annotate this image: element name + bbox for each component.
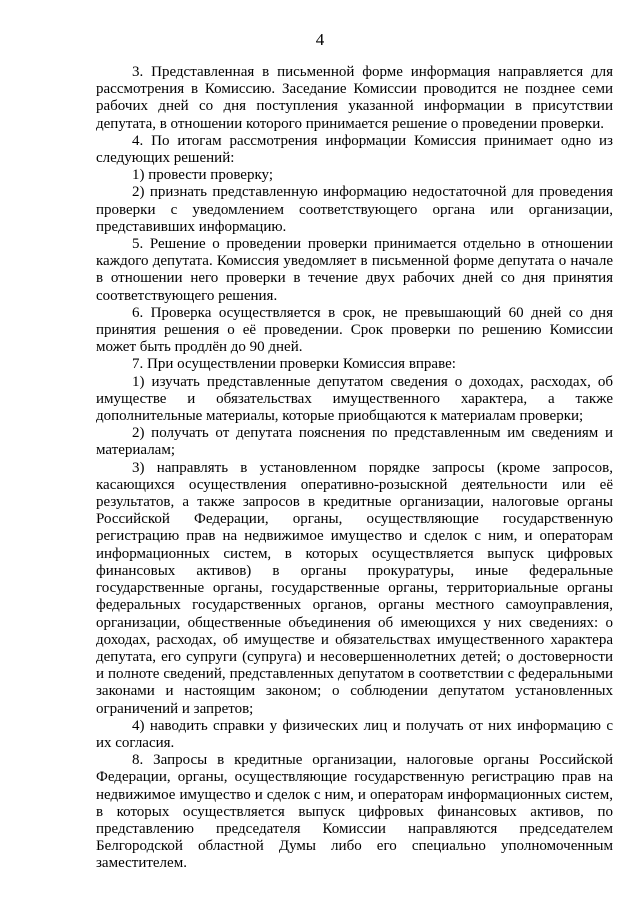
paragraph-4-decisions: 4. По итогам рассмотрения информации Комиссия принимает одно из следующих решений:: [96, 132, 613, 167]
paragraph-8-requests: 8. Запросы в кредитные организации, налоговые органы Российской Федерации, органы, осуществляющие государственную регистрацию прав на недвижимое имущество и сделок с ним, и операторам информационных систем, в которых осуществляется выпуск цифровых финансовых активов, по представлению председателя Комиссии направляются председателем Белгородской областной Думы либо его специально уполномоченным заместителем.: [96, 752, 613, 872]
list-item-7-1: 1) изучать представленные депутатом сведения о доходах, расходах, об имуществе и обязательствах имущественного характера, а также дополнительные материалы, которые приобщаются к материалам проверки;: [96, 373, 613, 425]
page-number: 4: [315, 30, 325, 49]
document-body: [96, 64, 613, 873]
paragraph-3-submission: 3. Представленная в письменной форме информация направляется для рассмотрения в Комиссию. Заседание Комиссии проводится не позднее семи рабочих дней со дня поступления указанной информации в присутствии депутата, в отношении которого принимается решение о проведении проверки.: [96, 64, 613, 132]
paragraph-6-term: 6. Проверка осуществляется в срок, не превышающий 60 дней со дня принятия решения о её проведении. Срок проверки по решению Комиссии может быть продлён до 90 дней.: [96, 304, 613, 356]
list-item-7-4: 4) наводить справки у физических лиц и получать от них информацию с их согласия.: [96, 717, 613, 751]
list-item-7-3: 3) направлять в установленном порядке запросы (кроме запросов, касающихся осуществления оперативно-розыскной деятельности или её результатов, а также запросов в кредитные организации, налоговые органы Российской Федерации, органы, осуществляющие государственную регистрацию прав на недвижимое имущество и сделок с ним, и операторам информационных систем, в которых осуществляется выпуск цифровых финансовых активов) в органы прокуратуры, иные федеральные государственные органы, государственные органы, территориальные органы федеральных государственных органов, органы местного самоуправления, организации, общественные объединения об имеющихся у них сведениях: о доходах, расходах, об имуществе и обязательствах имущественного характера депутата, его супруги (супруга) и несовершеннолетних детей; о достоверности и полноте сведений, представленных депутатом в соответствии с федеральными законами и настоящим законом; о соблюдении депутатом установленных ограничений и запретов;: [96, 459, 613, 717]
list-item-7-2: 2) получать от депутата пояснения по представленным им сведениям и материалам;: [96, 425, 613, 459]
list-item-4-1: 1) провести проверку;: [132, 167, 274, 184]
paragraph-7-rights: 7. При осуществлении проверки Комиссия вправе:: [132, 356, 456, 373]
list-item-4-2: 2) признать представленную информацию недостаточной для проведения проверки с уведомлением соответствующего органа или организации, представивших информацию.: [96, 184, 613, 235]
paragraph-5-decision: 5. Решение о проведении проверки принимается отдельно в отношении каждого депутата. Комиссия уведомляет в письменной форме депутата о начале в отношении него проверки в течение двух рабочих дней со дня принятия соответствующего решения.: [96, 236, 613, 304]
